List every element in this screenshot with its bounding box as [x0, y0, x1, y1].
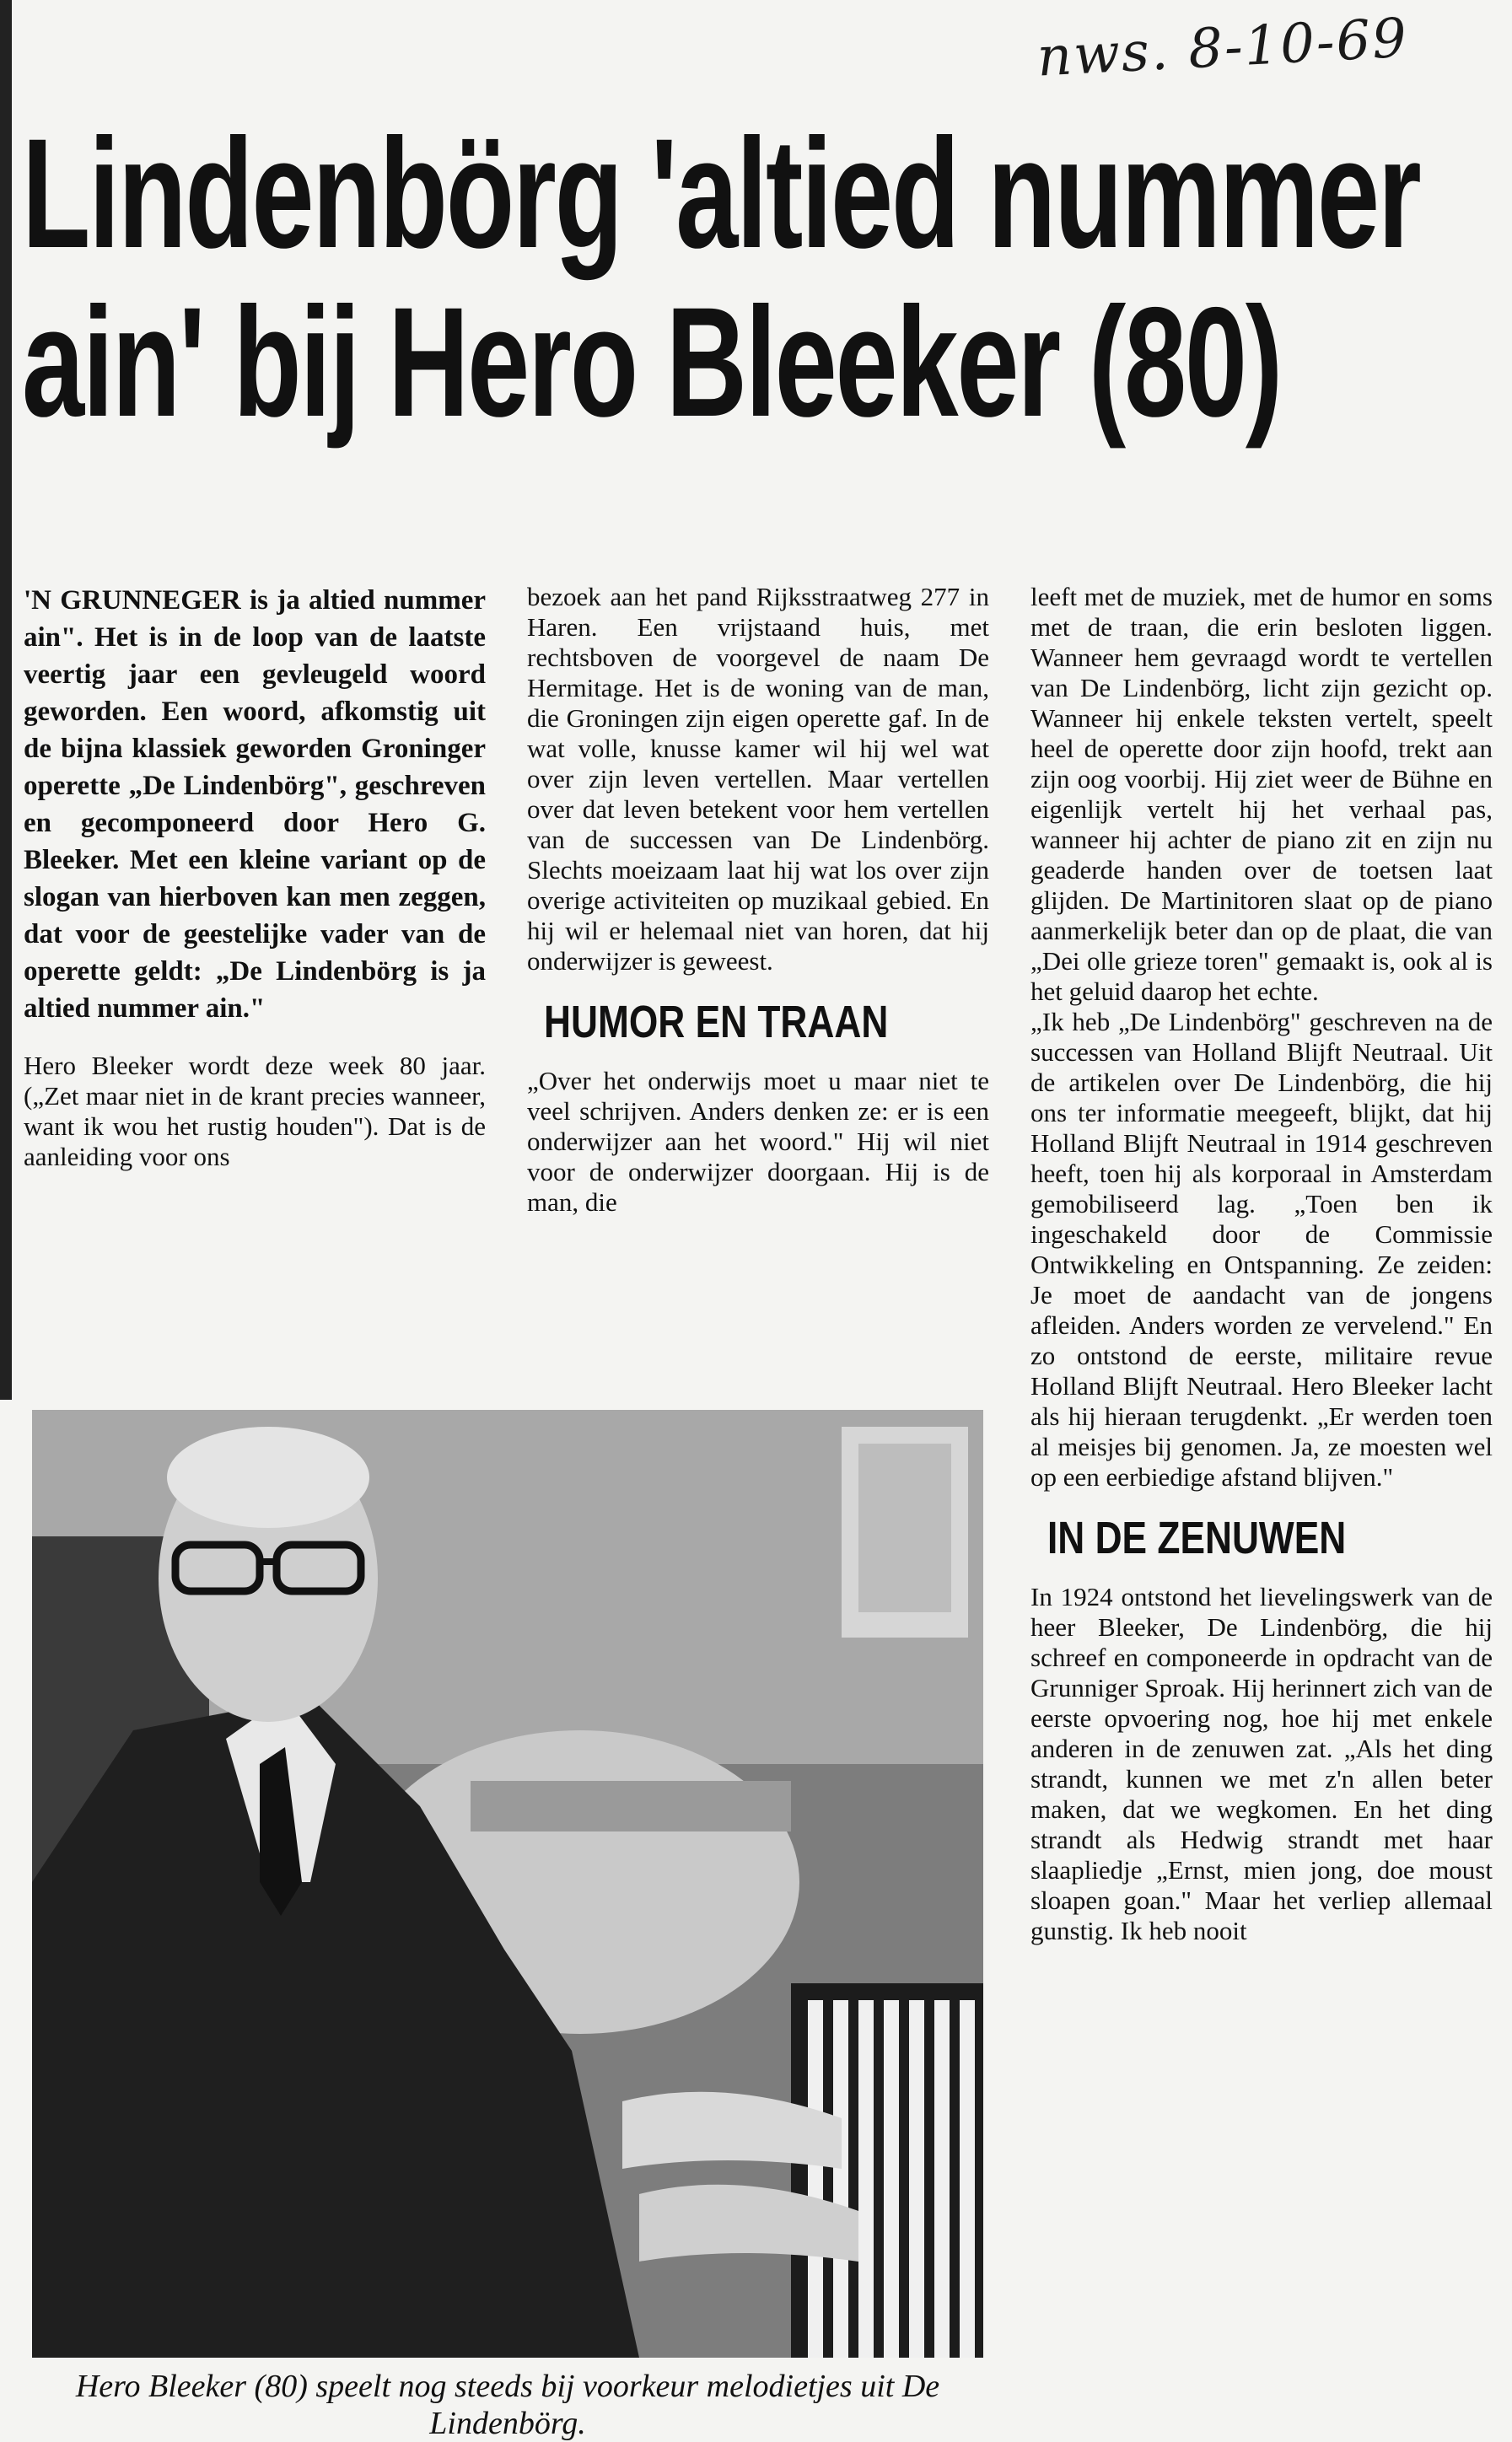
paragraph: leeft met de muziek, met de humor en soms met de traan, die erin besloten liggen. Wanneer hem gevraagd wordt te vertellen van De Lindenbörg, licht zijn gezicht op. Wanneer hij enkele teksten vertelt, speelt heel de operette door zijn hoofd, trekt aan zijn oog voorbij. Hij ziet weer de Bühne en eigenlijk vertelt hij het verhaal pas, wanneer hij achter de piano zit en zijn nu geaderde handen over de toetsen laat glijden. De Martinitoren slaat op de piano aanmerkelijk beter dan op de plaat, die van „Dei olle grieze toren" gemaakt is, ook al is het geluid daarop het echte. — [1030, 582, 1493, 1006]
photo-man-at-piano — [32, 1410, 983, 2358]
headline-line-1: Lindenbörg 'altied nummer — [22, 107, 1420, 281]
column-1 — [24, 582, 486, 1172]
handwritten-date-note: nws. 8-10-69 — [1036, 7, 1410, 89]
column-3 — [1030, 582, 1493, 1946]
photo-illustration — [32, 1410, 983, 2358]
column-2 — [527, 582, 989, 1218]
lead-paragraph: 'N GRUNNEGER is ja altied nummer ain". Het is in de loop van de laatste veertig jaar een gevleugeld woord geworden. Een woord, afkomstig uit de bijna klassiek geworden Groninger operette „De Lindenbörg", geschreven en gecomponeerd door Hero G. Bleeker. Met een kleine variant op de slogan van hierboven kan men zeggen, dat voor de geestelijke vader van de operette geldt: „De Lindenbörg is ja altied nummer ain." — [24, 585, 486, 1024]
paragraph: Hero Bleeker wordt deze week 80 jaar. („Zet maar niet in de krant precies wanneer, want ik wou het rustig houden"). Dat is de aanleiding voor ons — [24, 1051, 486, 1171]
photo-caption: Hero Bleeker (80) speelt nog steeds bij voorkeur melodietjes uit De Lindenbörg. — [75, 2369, 940, 2441]
paragraph: bezoek aan het pand Rijksstraatweg 277 in Haren. Een vrijstaand huis, met rechtsboven de voorgevel de naam De Hermitage. Het is de woning van de man, die Groningen zijn eigen operette gaf. In de wat volle, knusse kamer wil hij wel wat over zijn leven vertellen. Maar vertellen over dat leven betekent voor hem vertellen van de successen van De Lindenbörg. Slechts moeizaam laat hij wat los over zijn overige activiteiten op muzikaal gebied. En hij wil er helemaal niet van horen, dat hij onderwijzer is geweest. — [527, 582, 989, 976]
subheading-in-de-zenuwen: IN DE ZENUWEN — [1047, 1513, 1347, 1563]
subheading-humor-en-traan: HUMOR EN TRAAN — [544, 997, 889, 1047]
left-edge-shadow — [0, 0, 12, 1400]
headline-line-2: ain' bij Hero Bleeker (80) — [22, 276, 1282, 449]
paragraph: „Over het onderwijs moet u maar niet te veel schrijven. Anders denken ze: er is een onderwijzer aan het woord." Hij wil niet voor de onderwijzer doorgaan. Hij is de man, die — [527, 1066, 989, 1217]
headline — [22, 107, 1491, 449]
paragraph: In 1924 ontstond het lievelingswerk van de heer Bleeker, De Lindenbörg, die hij schreef en componeerde in opdracht van de Grunniger Sproak. Hij herinnert zich van de eerste opvoering nog, hoe hij met enkele anderen in de zenuwen zat. „Als het ding strandt, kunnen we met z'n allen beter maken, dat we wegkomen. En het ding strandt als Hedwig strandt met haar slaapliedje „Ernst, mien jong, doe moust sloapen goan." Maar het verliep allemaal gunstig. Ik heb nooit — [1030, 1582, 1493, 1945]
paragraph: „Ik heb „De Lindenbörg" geschreven na de successen van Holland Blijft Neutraal. Uit de artikelen over De Lindenbörg, die hij ons ter informatie meegeeft, blijkt, dat hij Holland Blijft Neutraal in 1914 geschreven heeft, toen hij als korporaal in Amsterdam gemobiliseerd lag. „Toen ben ik ingeschakeld door de Commissie Ontwikkeling en Ontspanning. Ze zeiden: Je moet de aandacht van de jongens afleiden. Anders worden ze vervelend." En zo ontstond de eerste, militaire revue Holland Blijft Neutraal. Hero Bleeker lacht als hij hieraan terugdenkt. „Er werden toen al meisjes bij genomen. Ja, ze moesten wel op een eerbiedige afstand blijven." — [1030, 1007, 1493, 1492]
